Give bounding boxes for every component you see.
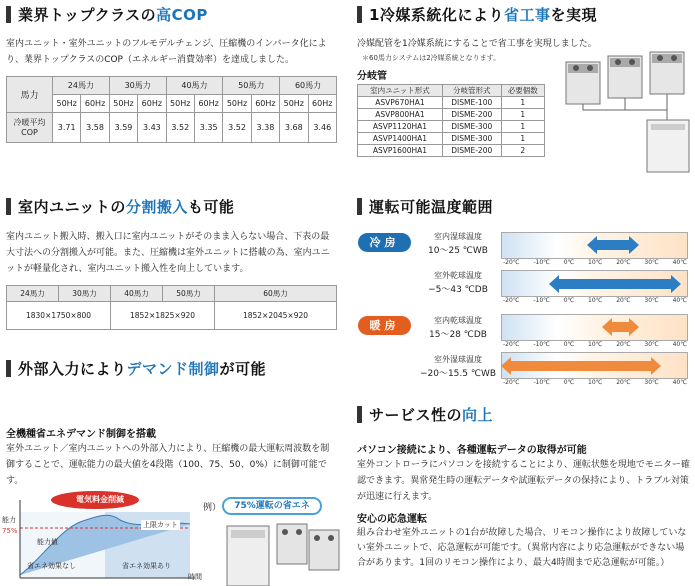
cooling-outdoor-arrow [549, 275, 681, 293]
section-title-operating-range: 運転可能温度範囲 [357, 196, 493, 217]
energy-saving-bubble: 75%運転の省エネ [222, 497, 322, 515]
outdoor-unit-icon [277, 524, 307, 564]
pc-connection-description: 室外コントローラにパソコンを接続することにより、運転状態を現地でモニター確認できます。異常発生時の運転データや試運転データの保持により、トラブル対策が迅速に行えます。 [357, 460, 690, 502]
outdoor-unit-icon [650, 52, 684, 94]
outdoor-unit-icon [566, 62, 600, 104]
section-title-split-delivery: 室内ユニットの 分割搬入 も可能 [6, 196, 234, 217]
system-illustration [550, 48, 695, 173]
cop-row-label: 冷暖平均 COP [7, 113, 53, 143]
heating-outdoor-arrow [501, 357, 661, 375]
outdoor-unit-icon [608, 56, 642, 98]
section-title-demand-control: 外部入力により デマンド制御 が可能 [6, 358, 266, 379]
pc-connection-heading: パソコン接続により、各種運転データの取得が可能 [357, 445, 587, 456]
branch-pipe-heading: 分岐管 [357, 71, 387, 82]
heating-badge: 暖房 [358, 316, 411, 335]
refrigerant-description: 冷媒配管を1冷媒系統にすることで省工事を実現しました。 [357, 39, 597, 49]
cooling-indoor-arrow [587, 236, 639, 254]
hp-header: 馬力 [7, 77, 53, 113]
demand-subheading: 全機種省エネデマンド制御を搭載 [6, 429, 156, 440]
section-title-serviceability: サービス性の 向上 [357, 404, 493, 425]
temperature-axis: -20℃ -10℃ 0℃ 10℃ 20℃ 30℃ 40℃ [503, 341, 687, 348]
demand-description: 室外ユニット／室内ユニットへの外部入力により、圧縮機の最大運転周波数を制御することで、運転能力の最大値を4段階（100、75、50、0%）に制御可能です。 [6, 444, 330, 486]
heating-indoor-arrow [602, 318, 639, 336]
outdoor-unit-icon [309, 530, 339, 570]
temperature-axis: -20℃ -10℃ 0℃ 10℃ 20℃ 30℃ 40℃ [503, 259, 687, 266]
temperature-axis: -20℃ -10℃ 0℃ 10℃ 20℃ 30℃ 40℃ [503, 297, 687, 304]
indoor-unit-icon [647, 120, 689, 172]
cooling-badge: 冷房 [358, 233, 411, 252]
section-title-single-refrigerant: 1冷媒系統化により 省工事 を実現 [357, 4, 597, 25]
unit-photo [225, 520, 340, 586]
cost-reduction-tag: 電気料金削減 [76, 495, 124, 504]
indoor-unit-icon [227, 526, 269, 586]
cop-table: 馬力 24馬力 30馬力 40馬力 50馬力 60馬力 50Hz 60Hz 50Hz 60Hz 50Hz 60Hz 50Hz 60Hz 50Hz 60Hz 冷暖平均 COP 3.71 3.58 3.59 3.43 3.52 3.35 3.52 3.38 3.68 3.46 [6, 76, 337, 143]
range-arrows [501, 232, 688, 392]
dimension-table: 24馬力 30馬力 40馬力 50馬力 60馬力 1830×1750×800 1852×1825×920 1852×2045×920 [6, 285, 337, 330]
section-title-high-cop: 業界トップクラスの 高COP [6, 4, 208, 25]
refrigerant-note: ＊60馬力システムは2冷媒系統となります。 [362, 54, 501, 62]
temperature-axis: -20℃ -10℃ 0℃ 10℃ 20℃ 30℃ 40℃ [503, 379, 687, 386]
branch-pipe-table: 室内ユニット形式 分岐管形式 必要個数 ASVP670HA1 DISME-100 1 ASVP800HA1 DISME-200 1 ASVP1120HA1 DISME-300 1 ASVP1400HA1 DISME-300 1 ASVP1600HA1 DISME-200 2 [357, 84, 545, 157]
split-delivery-description: 室内ユニット搬入時、搬入口に室内ユニットがそのまま入らない場合、下表の最大寸法への分割搬入が可能。また、圧縮機は室外ユニットに搭載の為、室内ユニットが軽量化され、室内ユニット搬入性を向上しています。 [6, 232, 330, 274]
emergency-operation-heading: 安心の応急運転 [357, 514, 427, 525]
emergency-operation-description: 組み合わせ室外ユニットの1台が故障した場合、リモコン操作により故障していない室外ユニットで、応急運転が可能です。（異常内容により応急運転ができない場合があります。1回のリモコン操作により、最大4時間まで応急運転が可能。） [357, 528, 687, 568]
cop-description: 室内ユニット・室外ユニットのフルモデルチェンジ、圧縮機のインバータ化により、業界トップクラスのCOP（エネルギー消費効率）を達成しました。 [6, 39, 327, 65]
